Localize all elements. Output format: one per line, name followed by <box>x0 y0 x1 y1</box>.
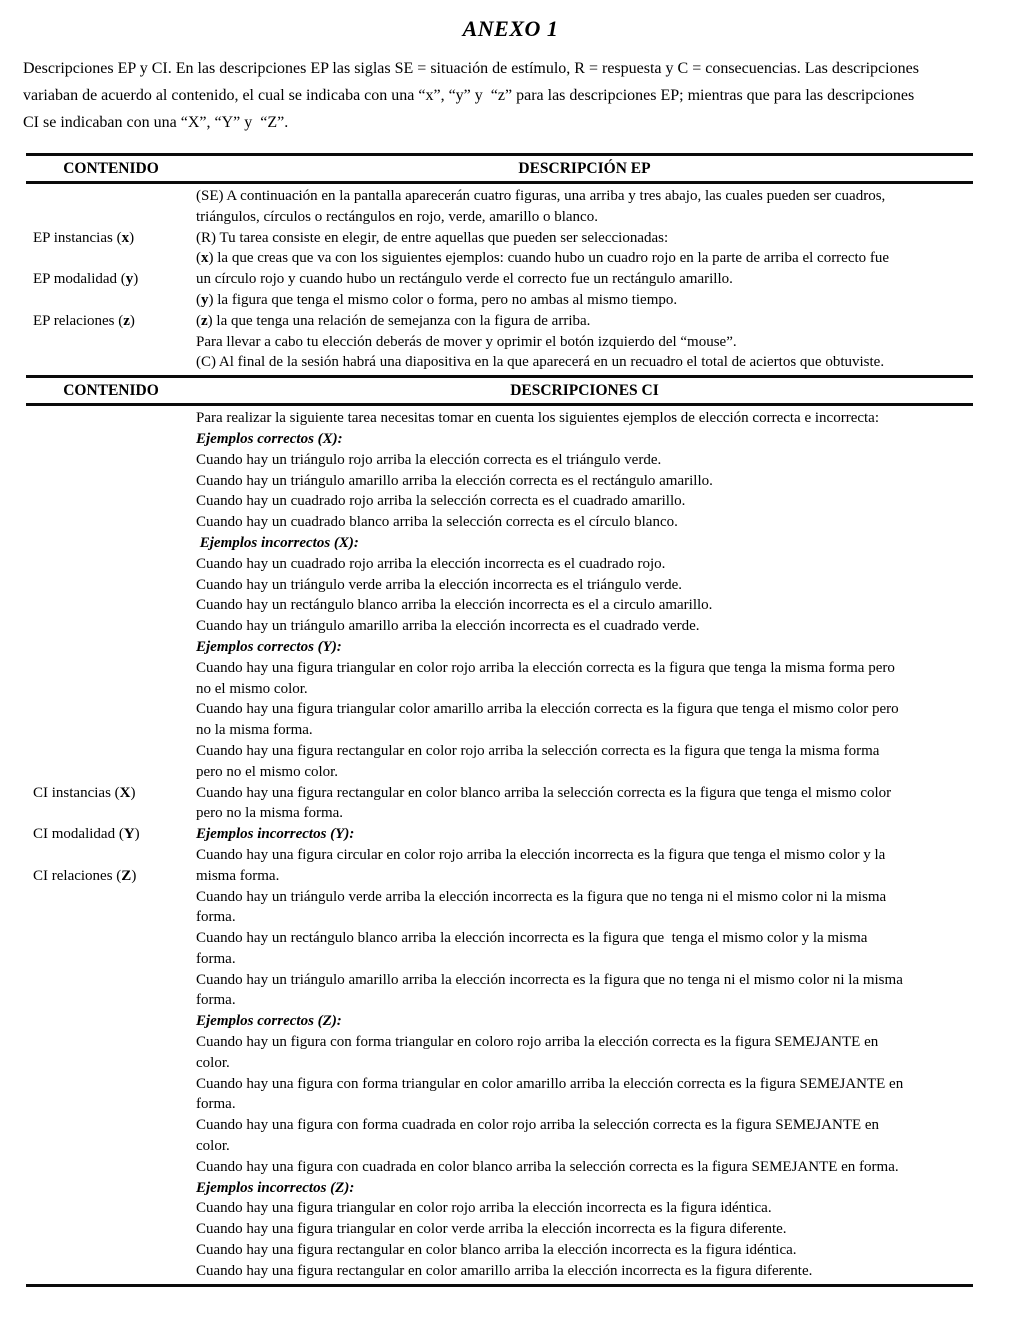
description-line: forma. <box>196 992 236 1009</box>
intro-line: Descripciones EP y CI. En las descripciones EP las siglas SE = situación de estímulo, R = respuesta y C = consecuencias. Las descripciones <box>23 60 919 77</box>
contenido-label: EP modalidad (y) <box>33 271 139 288</box>
contenido-label: EP instancias (x) <box>33 229 135 246</box>
description-line: Cuando hay un triángulo verde arriba la elección incorrecta es la figura que no tenga ni el mismo color ni la misma <box>196 888 887 905</box>
description-line: Ejemplos incorrectos (X): <box>196 534 359 551</box>
description-line: Cuando hay un triángulo verde arriba la elección incorrecta es el triángulo verde. <box>196 576 683 593</box>
intro-line: variaban de acuerdo al contenido, el cual se indicaba con una “x”, “y” y “z” para las descripciones EP; mientras que para las descripciones <box>23 87 915 104</box>
description-line: color. <box>196 1054 230 1071</box>
description-line: Cuando hay una figura rectangular en color blanco arriba la elección incorrecta es la figura idéntica. <box>196 1242 797 1259</box>
description-line: Cuando hay una figura triangular en color rojo arriba la elección correcta es la figura que tenga la misma forma pero <box>196 659 895 676</box>
column-header-contenido-ci: CONTENIDO <box>63 382 159 400</box>
description-line: Cuando hay una figura rectangular en color amarillo arriba la elección incorrecta es la figura diferente. <box>196 1262 813 1279</box>
table-header-row-ci <box>26 378 973 403</box>
description-line: Ejemplos correctos (Z): <box>196 1013 342 1030</box>
contenido-label: CI instancias (X) <box>33 784 136 801</box>
column-header-descripcion-ep: DESCRIPCIÓN EP <box>518 160 651 177</box>
contenido-label: EP relaciones (z) <box>33 312 135 329</box>
ci-description-column <box>196 408 973 1281</box>
description-line: Cuando hay un triángulo amarillo arriba la elección incorrecta es el cuadrado verde. <box>196 618 700 635</box>
description-line: (z) la que tenga una relación de semejanza con la figura de arriba. <box>196 312 591 329</box>
description-line: Cuando hay una figura circular en color rojo arriba la elección incorrecta es la figura que tenga el mismo color y la <box>196 846 886 863</box>
table-rule-bottom <box>26 1284 973 1287</box>
description-line: Cuando hay un cuadrado rojo arriba la selección correcta es el cuadrado amarillo. <box>196 493 686 510</box>
description-line: Para realizar la siguiente tarea necesitas tomar en cuenta los siguientes ejemplos de elección correcta e incorrecta: <box>196 410 879 427</box>
description-line: Cuando hay una figura con cuadrada en color blanco arriba la selección correcta es la figura SEMEJANTE en forma. <box>196 1158 899 1175</box>
description-line: Cuando hay un cuadrado rojo arriba la elección incorrecta es el cuadrado rojo. <box>196 555 666 572</box>
description-line: color. <box>196 1138 230 1155</box>
intro-line: CI se indicaban con una “X”, “Y” y “Z”. <box>23 114 289 131</box>
description-line: Cuando hay un triángulo amarillo arriba la elección incorrecta es la figura que no tenga ni el mismo color ni la misma <box>196 971 903 988</box>
ci-contenido-column <box>26 408 196 1281</box>
description-line: pero no la misma forma. <box>196 805 344 822</box>
contenido-label: CI modalidad (Y) <box>33 826 140 843</box>
description-line: forma. <box>196 1096 236 1113</box>
description-line: triángulos, círculos o rectángulos en rojo, verde, amarillo o blanco. <box>196 208 598 225</box>
description-line: Ejemplos correctos (X): <box>196 430 343 447</box>
column-header-descripciones-ci: DESCRIPCIONES CI <box>510 382 659 400</box>
description-line: Ejemplos incorrectos (Z): <box>196 1179 355 1196</box>
document-page <box>0 16 1021 1343</box>
ep-ci-table <box>26 153 973 1287</box>
table-header-row-ep <box>26 156 973 181</box>
description-line: Para llevar a cabo tu elección deberás de mover y oprimir el botón izquierdo del “mouse”. <box>196 333 737 350</box>
description-line: Cuando hay una figura rectangular en color blanco arriba la selección correcta es la figura que tenga el mismo color <box>196 784 892 801</box>
ep-description-column <box>196 186 973 373</box>
description-line: Cuando hay una figura triangular en color verde arriba la elección incorrecta es la figura diferente. <box>196 1221 787 1238</box>
description-line: (R) Tu tarea consiste en elegir, de entre aquellas que pueden ser seleccionadas: <box>196 229 669 246</box>
description-line: Cuando hay un cuadrado blanco arriba la selección correcta es el círculo blanco. <box>196 514 678 531</box>
description-line: (SE) A continuación en la pantalla aparecerán cuatro figuras, una arriba y tres abajo, las cuales pueden ser cuadros, <box>196 188 886 204</box>
description-line: (y) la figura que tenga el mismo color o forma, pero no ambas al mismo tiempo. <box>196 291 678 308</box>
description-line: no el mismo color. <box>196 680 308 697</box>
description-line: Cuando hay un triángulo amarillo arriba la elección correcta es el rectángulo amarillo. <box>196 472 713 489</box>
ep-content-row <box>26 184 973 375</box>
description-line: Cuando hay una figura triangular en color rojo arriba la elección incorrecta es la figura idéntica. <box>196 1200 772 1217</box>
column-header-contenido: CONTENIDO <box>63 160 159 177</box>
description-line: pero no el mismo color. <box>196 763 339 780</box>
page-title: ANEXO 1 <box>462 16 559 41</box>
description-line: Cuando hay un rectángulo blanco arriba la elección incorrecta es el a circulo amarillo. <box>196 597 713 614</box>
intro-paragraph <box>23 55 999 136</box>
description-line: Cuando hay una figura rectangular en color rojo arriba la selección correcta es la figura que tenga la misma forma <box>196 742 880 759</box>
description-line: Cuando hay una figura con forma triangular en color amarillo arriba la elección correcta es la figura SEMEJANTE en <box>196 1075 904 1092</box>
description-line: no la misma forma. <box>196 722 313 739</box>
description-line: Cuando hay un rectángulo blanco arriba la elección incorrecta es la figura que tenga el mismo color y la misma <box>196 930 868 947</box>
description-line: forma. <box>196 950 236 967</box>
description-line: Ejemplos correctos (Y): <box>196 638 342 655</box>
description-line: Cuando hay un figura con forma triangular en coloro rojo arriba la elección correcta es la figura SEMEJANTE en <box>196 1034 879 1051</box>
ci-content-row <box>26 406 973 1283</box>
description-line: Cuando hay una figura triangular color amarillo arriba la elección correcta es la figura que tenga el mismo color pero <box>196 701 899 718</box>
description-line: Cuando hay un triángulo rojo arriba la elección correcta es el triángulo verde. <box>196 451 662 468</box>
description-line: Cuando hay una figura con forma cuadrada en color rojo arriba la selección correcta es la figura SEMEJANTE en <box>196 1117 880 1134</box>
contenido-label: CI relaciones (Z) <box>33 867 137 884</box>
description-line: un círculo rojo y cuando hubo un rectángulo verde el correcto fue un rectángulo amarillo. <box>196 271 733 288</box>
description-line: Ejemplos incorrectos (Y): <box>196 826 355 843</box>
ep-contenido-column <box>26 186 196 373</box>
description-line: (C) Al final de la sesión habrá una diapositiva en la que aparecerá en un recuadro el total de aciertos que obtuviste. <box>196 354 885 371</box>
description-line: forma. <box>196 909 236 926</box>
description-line: (x) la que creas que va con los siguientes ejemplos: cuando hubo un cuadro rojo en la parte de arriba el correcto fue <box>196 250 890 267</box>
description-line: misma forma. <box>196 867 280 884</box>
